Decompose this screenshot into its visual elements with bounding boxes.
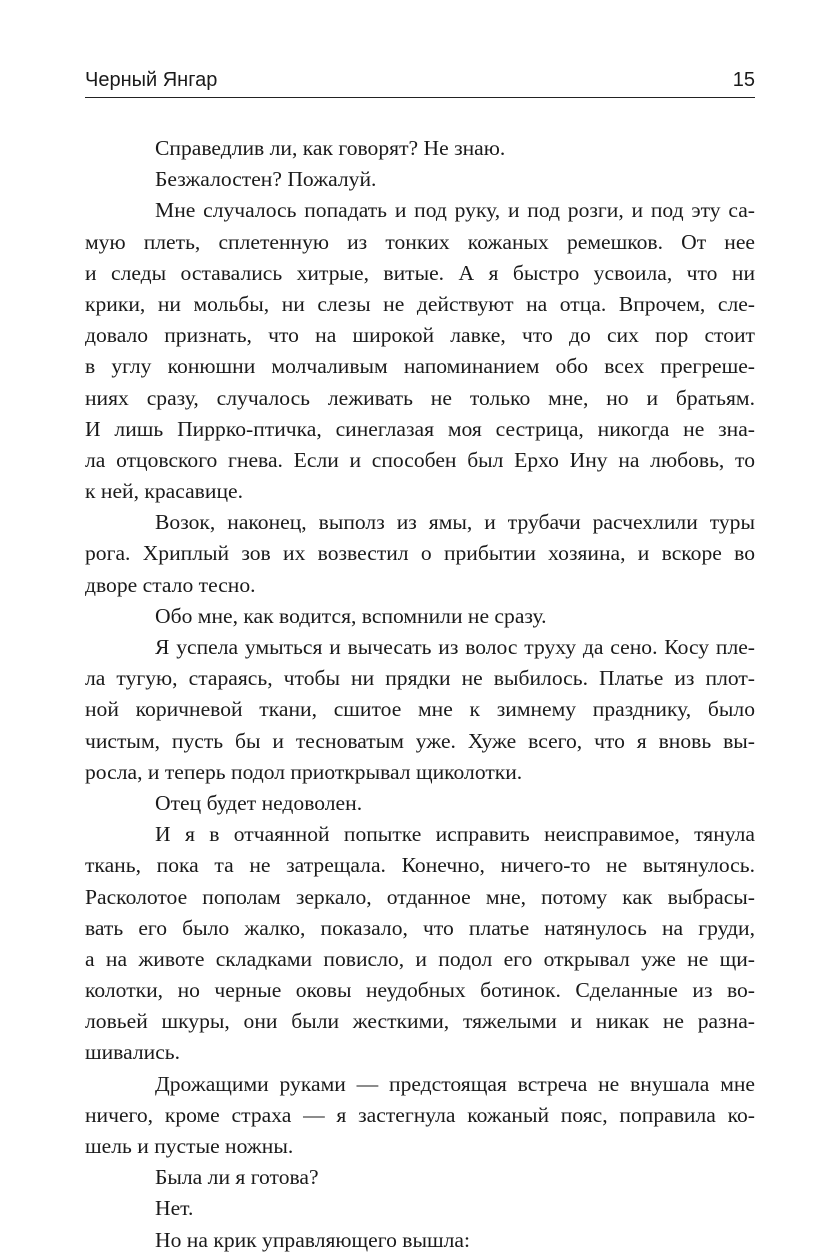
text-line: ловьей шкуры, они были жесткими, тяжелыми и никак не разна- — [85, 1009, 755, 1034]
text-line: Но на крик управляющего вышла: — [155, 1227, 470, 1252]
text-line: ла отцовского гнева. Если и способен был Ерхо Ину на любовь, то — [85, 447, 755, 472]
text-line: Я успела умыться и вычесать из волос труху да сено. Косу пле- — [155, 635, 755, 659]
text-line: Расколотое пополам зеркало, отданное мне, потому как выбрасы- — [85, 884, 755, 909]
text-line: колотки, но черные оковы неудобных ботинок. Сделанные из во- — [85, 978, 755, 1003]
text-line: чистым, пусть бы и тесноватым уже. Хуже всего, что я вновь вы- — [85, 728, 755, 753]
text-line: Нет. — [155, 1196, 194, 1221]
text-line: к ней, красавице. — [85, 479, 243, 504]
text-line: Обо мне, как водится, вспомнили не сразу. — [155, 603, 547, 628]
text-line: ничего, кроме страха — я застегнула кожаный пояс, поправила ко- — [85, 1102, 755, 1127]
text-line: а на животе складками повисло, и подол его открывал уже не щи- — [85, 946, 755, 971]
text-line: довало признать, что на широкой лавке, что до сих пор стоит — [85, 323, 755, 348]
text-line: ной коричневой ткани, сшитое мне к зимнему празднику, было — [85, 697, 755, 722]
text-line: шивались. — [85, 1040, 181, 1065]
running-head — [85, 66, 755, 94]
text-line: И я в отчаянной попытке исправить неисправимое, тянула — [155, 822, 755, 847]
text-line: шель и пустые ножны. — [85, 1134, 294, 1158]
text-line: вать его было жалко, показало, что платье натянулось на груди, — [85, 915, 755, 940]
text-line: крики, ни мольбы, ни слезы не действуют на отца. Впрочем, сле- — [85, 291, 755, 316]
text-line: Дрожащими руками — предстоящая встреча не внушала мне — [155, 1071, 755, 1096]
text-line: Возок, наконец, выполз из ямы, и трубачи расчехлили туры — [155, 510, 755, 535]
text-line: Отец будет недоволен. — [155, 790, 363, 815]
body-text — [85, 133, 755, 1256]
text-line: Справедлив ли, как говорят? Не знаю. — [155, 136, 506, 160]
text-line: в углу конюшни молчаливым напоминанием обо всех прегреше- — [85, 354, 755, 379]
text-line: росла, и теперь подол приоткрывал щиколотки. — [85, 759, 523, 784]
text-line: Безжалостен? Пожалуй. — [155, 167, 377, 192]
text-line: Была ли я готова? — [155, 1165, 319, 1190]
page-number: 15 — [732, 69, 755, 91]
book-title: Черный Янгар — [85, 69, 218, 91]
text-line: мую плеть, сплетенную из тонких кожаных ремешков. От нее — [85, 229, 755, 254]
text-line: рога. Хриплый зов их возвестил о прибытии хозяина, и вскоре во — [85, 541, 755, 566]
text-line: ниях сразу, случалось леживать не только мне, но и братьям. — [85, 385, 755, 410]
text-line: И лишь Пиррко-птичка, синеглазая моя сестрица, никогда не зна- — [85, 416, 755, 441]
text-line: ла тугую, стараясь, чтобы ни прядки не выбилось. Платье из плот- — [85, 666, 755, 691]
text-line: дворе стало тесно. — [85, 572, 256, 597]
text-line: и следы оставались хитрые, витые. А я быстро усвоила, что ни — [85, 260, 755, 285]
text-line: Мне случалось попадать и под руку, и под розги, и под эту са- — [155, 198, 755, 223]
header-rule — [85, 97, 755, 98]
text-line: ткань, пока та не затрещала. Конечно, ничего-то не вытянулось. — [85, 853, 755, 878]
